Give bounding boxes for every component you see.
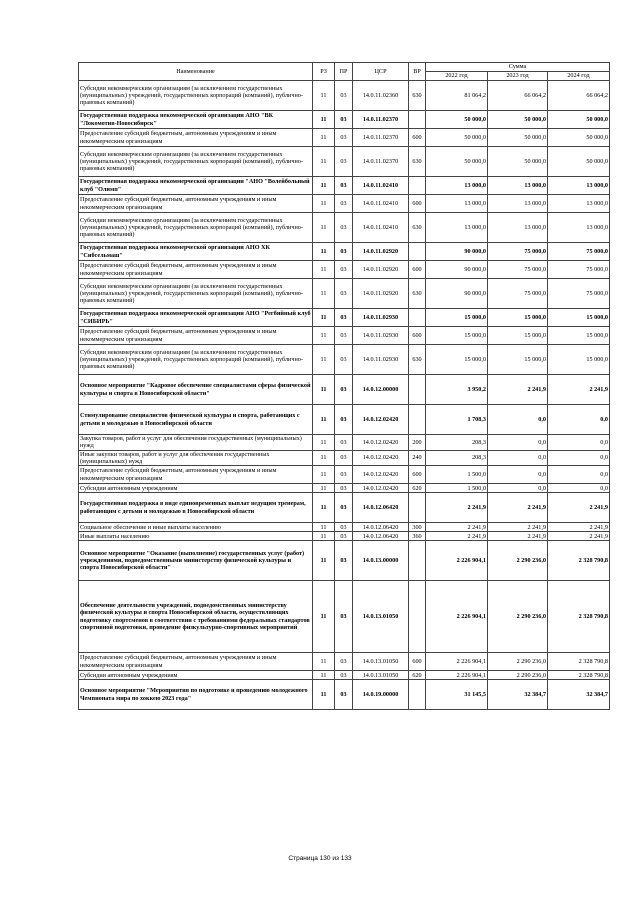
cell-name: Субсидии некоммерческим организациям (за исключением государственных (муниципальных) учреждений, государственных корпораций (компаний), публично-правовых компаний) <box>79 147 313 177</box>
table-row <box>79 532 610 541</box>
cell-2024: 2 241,9 <box>548 523 610 532</box>
cell-vr: 620 <box>409 484 426 493</box>
cell-2022: 2 226 904,1 <box>426 541 488 581</box>
cell-2023: 15 000,0 <box>488 345 548 375</box>
cell-2022: 50 000,0 <box>426 111 488 129</box>
cell-2022: 1 500,0 <box>426 466 488 484</box>
cell-2022: 2 226 904,1 <box>426 671 488 680</box>
cell-vr: 300 <box>409 523 426 532</box>
cell-vr: 240 <box>409 450 426 466</box>
cell-pr: 03 <box>335 177 353 195</box>
cell-csr: 14.0.12.02420 <box>353 450 409 466</box>
cell-vr: 360 <box>409 532 426 541</box>
cell-vr: 600 <box>409 195 426 213</box>
cell-pr: 03 <box>335 147 353 177</box>
cell-csr: 14.0.12.06420 <box>353 523 409 532</box>
cell-csr: 14.0.13.01050 <box>353 671 409 680</box>
cell-2024: 75 000,0 <box>548 279 610 309</box>
cell-rz: 11 <box>313 147 335 177</box>
cell-name: Основное мероприятие "Оказание (выполнение) государственных услуг (работ) учреждениями, подведомственными министерству физической культуры и спорта Новосибирской области" <box>79 541 313 581</box>
cell-2022: 15 000,0 <box>426 327 488 345</box>
cell-csr: 14.0.13.00000 <box>353 541 409 581</box>
table-row <box>79 309 610 327</box>
cell-2023: 2 241,9 <box>488 493 548 523</box>
cell-csr: 14.0.19.00000 <box>353 680 409 710</box>
cell-2023: 0,0 <box>488 435 548 451</box>
cell-name: Стимулирование специалистов физической культуры и спорта, работающих с детьми и молодежью в Новосибирской области <box>79 405 313 435</box>
table-row <box>79 129 610 147</box>
cell-csr: 14.0.11.02360 <box>353 81 409 111</box>
cell-2023: 66 064,2 <box>488 81 548 111</box>
cell-2022: 15 000,0 <box>426 309 488 327</box>
cell-2024: 50 000,0 <box>548 111 610 129</box>
cell-rz: 11 <box>313 309 335 327</box>
table-row <box>79 581 610 653</box>
cell-csr: 14.0.13.01050 <box>353 653 409 671</box>
cell-rz: 11 <box>313 129 335 147</box>
cell-2024: 2 328 790,8 <box>548 581 610 653</box>
cell-2023: 13 000,0 <box>488 195 548 213</box>
cell-pr: 03 <box>335 653 353 671</box>
cell-2022: 1 500,0 <box>426 484 488 493</box>
cell-name: Предоставление субсидий бюджетным, автономным учреждениям и иным некоммерческим организациям <box>79 327 313 345</box>
cell-2024: 13 000,0 <box>548 195 610 213</box>
cell-csr: 14.0.12.02420 <box>353 484 409 493</box>
cell-name: Субсидии автономным учреждениям <box>79 671 313 680</box>
table-row <box>79 177 610 195</box>
table-row <box>79 653 610 671</box>
cell-pr: 03 <box>335 671 353 680</box>
cell-vr: 600 <box>409 261 426 279</box>
cell-2022: 208,3 <box>426 435 488 451</box>
cell-pr: 03 <box>335 195 353 213</box>
cell-rz: 11 <box>313 435 335 451</box>
table-row <box>79 375 610 405</box>
cell-csr: 14.0.11.02930 <box>353 309 409 327</box>
cell-vr <box>409 375 426 405</box>
cell-vr: 630 <box>409 279 426 309</box>
table-header-row <box>79 63 610 72</box>
cell-vr <box>409 405 426 435</box>
cell-name: Закупка товаров, работ и услуг для обеспечения государственных (муниципальных) нужд <box>79 435 313 451</box>
header-year-2023: 2023 год <box>488 72 548 81</box>
cell-2022: 31 145,5 <box>426 680 488 710</box>
cell-2023: 75 000,0 <box>488 261 548 279</box>
cell-name: Предоставление субсидий бюджетным, автономным учреждениям и иным некоммерческим организациям <box>79 261 313 279</box>
cell-rz: 11 <box>313 405 335 435</box>
cell-rz: 11 <box>313 484 335 493</box>
table-row <box>79 327 610 345</box>
cell-pr: 03 <box>335 279 353 309</box>
header-year-2024: 2024 год <box>548 72 610 81</box>
cell-csr: 14.0.11.02370 <box>353 111 409 129</box>
cell-pr: 03 <box>335 327 353 345</box>
cell-rz: 11 <box>313 243 335 261</box>
cell-name: Иные выплаты населению <box>79 532 313 541</box>
cell-vr <box>409 541 426 581</box>
cell-pr: 03 <box>335 450 353 466</box>
cell-csr: 14.0.11.02410 <box>353 195 409 213</box>
cell-2022: 208,3 <box>426 450 488 466</box>
cell-rz: 11 <box>313 653 335 671</box>
cell-2022: 81 064,2 <box>426 81 488 111</box>
cell-csr: 14.0.12.06420 <box>353 532 409 541</box>
cell-vr: 630 <box>409 81 426 111</box>
cell-2022: 50 000,0 <box>426 129 488 147</box>
cell-2022: 13 000,0 <box>426 213 488 243</box>
cell-pr: 03 <box>335 435 353 451</box>
page-footer: Страница 130 из 133 <box>288 855 352 862</box>
cell-vr <box>409 493 426 523</box>
cell-csr: 14.0.11.02920 <box>353 243 409 261</box>
table-row <box>79 147 610 177</box>
cell-2024: 0,0 <box>548 466 610 484</box>
cell-csr: 14.0.12.02420 <box>353 466 409 484</box>
cell-pr: 03 <box>335 405 353 435</box>
cell-csr: 14.0.11.02930 <box>353 345 409 375</box>
cell-2023: 2 290 236,0 <box>488 541 548 581</box>
cell-pr: 03 <box>335 484 353 493</box>
table-row <box>79 81 610 111</box>
cell-rz: 11 <box>313 450 335 466</box>
cell-rz: 11 <box>313 541 335 581</box>
cell-pr: 03 <box>335 493 353 523</box>
cell-2024: 75 000,0 <box>548 243 610 261</box>
cell-csr: 14.0.11.02370 <box>353 129 409 147</box>
cell-2024: 50 000,0 <box>548 147 610 177</box>
header-year-2022: 2022 год <box>426 72 488 81</box>
table-row <box>79 493 610 523</box>
cell-2022: 2 241,9 <box>426 493 488 523</box>
cell-vr: 630 <box>409 345 426 375</box>
table-row <box>79 261 610 279</box>
cell-2022: 3 950,2 <box>426 375 488 405</box>
cell-2024: 32 384,7 <box>548 680 610 710</box>
cell-2024: 50 000,0 <box>548 129 610 147</box>
cell-2024: 2 241,9 <box>548 375 610 405</box>
cell-pr: 03 <box>335 261 353 279</box>
cell-2024: 0,0 <box>548 484 610 493</box>
cell-rz: 11 <box>313 327 335 345</box>
cell-rz: 11 <box>313 581 335 653</box>
cell-2022: 2 241,9 <box>426 532 488 541</box>
cell-pr: 03 <box>335 466 353 484</box>
cell-name: Субсидии некоммерческим организациям (за исключением государственных (муниципальных) учреждений, государственных корпораций (компаний), публично-правовых компаний) <box>79 81 313 111</box>
cell-2022: 2 226 904,1 <box>426 653 488 671</box>
cell-rz: 11 <box>313 375 335 405</box>
table-row <box>79 671 610 680</box>
cell-pr: 03 <box>335 243 353 261</box>
header-name: Наименование <box>79 63 313 81</box>
cell-2022: 13 000,0 <box>426 177 488 195</box>
cell-2023: 0,0 <box>488 450 548 466</box>
table-row <box>79 345 610 375</box>
cell-rz: 11 <box>313 81 335 111</box>
cell-2024: 0,0 <box>548 450 610 466</box>
cell-pr: 03 <box>335 680 353 710</box>
cell-name: Субсидии некоммерческим организациям (за исключением государственных (муниципальных) учреждений, государственных корпораций (компаний), публично-правовых компаний) <box>79 213 313 243</box>
cell-rz: 11 <box>313 493 335 523</box>
cell-name: Социальное обеспечение и иные выплаты населению <box>79 523 313 532</box>
cell-rz: 11 <box>313 111 335 129</box>
cell-vr: 630 <box>409 147 426 177</box>
header-rz: РЗ <box>313 63 335 81</box>
table-row <box>79 680 610 710</box>
table-row <box>79 279 610 309</box>
cell-2023: 2 290 236,0 <box>488 671 548 680</box>
cell-vr <box>409 581 426 653</box>
cell-name: Государственная поддержка некоммерческой организации АНО "ВК "Локомотив-Новосибирск" <box>79 111 313 129</box>
cell-2022: 90 000,0 <box>426 279 488 309</box>
cell-csr: 14.0.11.02920 <box>353 279 409 309</box>
cell-vr: 620 <box>409 671 426 680</box>
header-sum: Сумма <box>426 63 610 72</box>
cell-2022: 2 226 904,1 <box>426 581 488 653</box>
table-row <box>79 405 610 435</box>
cell-2023: 50 000,0 <box>488 129 548 147</box>
cell-2022: 90 000,0 <box>426 261 488 279</box>
cell-csr: 14.0.11.02410 <box>353 177 409 195</box>
cell-2024: 2 328 790,8 <box>548 671 610 680</box>
cell-csr: 14.0.11.02410 <box>353 213 409 243</box>
cell-pr: 03 <box>335 309 353 327</box>
header-pr: ПР <box>335 63 353 81</box>
budget-table-sheet <box>78 62 609 710</box>
cell-pr: 03 <box>335 111 353 129</box>
cell-2023: 32 384,7 <box>488 680 548 710</box>
cell-name: Основное мероприятие "Мероприятия по подготовке и проведению молодежного Чемпионата мира по хоккею 2023 года" <box>79 680 313 710</box>
cell-pr: 03 <box>335 541 353 581</box>
cell-2022: 13 000,0 <box>426 195 488 213</box>
cell-name: Иные закупки товаров, работ и услуг для обеспечения государственных (муниципальных) нужд <box>79 450 313 466</box>
cell-pr: 03 <box>335 581 353 653</box>
cell-2022: 50 000,0 <box>426 147 488 177</box>
cell-vr: 600 <box>409 327 426 345</box>
cell-vr <box>409 680 426 710</box>
cell-vr <box>409 243 426 261</box>
cell-vr: 600 <box>409 466 426 484</box>
cell-rz: 11 <box>313 261 335 279</box>
table-row <box>79 484 610 493</box>
header-csr: ЦСР <box>353 63 409 81</box>
cell-2023: 2 241,9 <box>488 532 548 541</box>
cell-csr: 14.0.13.01050 <box>353 581 409 653</box>
cell-name: Предоставление субсидий бюджетным, автономным учреждениям и иным некоммерческим организациям <box>79 129 313 147</box>
cell-csr: 14.0.12.02420 <box>353 435 409 451</box>
table-row <box>79 243 610 261</box>
cell-name: Государственная поддержка некоммерческой организации АНО ХК "Сибсельмаш" <box>79 243 313 261</box>
cell-rz: 11 <box>313 279 335 309</box>
table-row <box>79 466 610 484</box>
cell-2023: 13 000,0 <box>488 213 548 243</box>
cell-rz: 11 <box>313 671 335 680</box>
cell-2023: 15 000,0 <box>488 309 548 327</box>
cell-rz: 11 <box>313 345 335 375</box>
cell-2024: 2 328 790,8 <box>548 541 610 581</box>
cell-name: Субсидии некоммерческим организациям (за исключением государственных (муниципальных) учреждений, государственных корпораций (компаний), публично-правовых компаний) <box>79 345 313 375</box>
cell-2024: 0,0 <box>548 435 610 451</box>
budget-table <box>78 62 610 710</box>
table-row <box>79 111 610 129</box>
cell-2022: 2 241,9 <box>426 523 488 532</box>
cell-2023: 2 241,9 <box>488 523 548 532</box>
cell-2022: 90 000,0 <box>426 243 488 261</box>
header-vr: ВР <box>409 63 426 81</box>
cell-2023: 13 000,0 <box>488 177 548 195</box>
cell-vr: 600 <box>409 129 426 147</box>
cell-2022: 15 000,0 <box>426 345 488 375</box>
cell-name: Государственная поддержка в виде единовременных выплат ведущим тренерам, работающим с детьми и молодежью в Новосибирской области <box>79 493 313 523</box>
cell-2023: 0,0 <box>488 466 548 484</box>
table-row <box>79 435 610 451</box>
cell-pr: 03 <box>335 523 353 532</box>
cell-csr: 14.0.12.02420 <box>353 405 409 435</box>
cell-pr: 03 <box>335 129 353 147</box>
cell-rz: 11 <box>313 213 335 243</box>
cell-2023: 75 000,0 <box>488 279 548 309</box>
cell-2024: 13 000,0 <box>548 213 610 243</box>
table-row <box>79 523 610 532</box>
cell-rz: 11 <box>313 532 335 541</box>
cell-2024: 2 241,9 <box>548 532 610 541</box>
table-row <box>79 195 610 213</box>
cell-pr: 03 <box>335 345 353 375</box>
cell-2023: 50 000,0 <box>488 147 548 177</box>
cell-2024: 2 328 790,8 <box>548 653 610 671</box>
cell-2023: 15 000,0 <box>488 327 548 345</box>
cell-vr <box>409 309 426 327</box>
cell-2024: 66 064,2 <box>548 81 610 111</box>
cell-vr: 200 <box>409 435 426 451</box>
cell-2024: 15 000,0 <box>548 345 610 375</box>
cell-name: Субсидии некоммерческим организациям (за исключением государственных (муниципальных) учреждений, государственных корпораций (компаний), публично-правовых компаний) <box>79 279 313 309</box>
cell-name: Обеспечение деятельности учреждений, подведомственных министерству физической культуры и спорта Новосибирской области, осуществляющих подготовку спортсменов в соответствии с требованиями федеральных стандартов спортивной подготовки, проведение физкультурно-спортивных мероприятий <box>79 581 313 653</box>
cell-pr: 03 <box>335 375 353 405</box>
table-row <box>79 541 610 581</box>
cell-name: Субсидии автономным учреждениям <box>79 484 313 493</box>
cell-name: Государственная поддержка некоммерческой организации АНО "Регбийный клуб "СИБИРЬ" <box>80 310 311 325</box>
cell-name: Основное мероприятие "Кадровое обеспечение специалистами сферы физической культуры и спорта в Новосибирской области" <box>79 375 313 405</box>
table-body <box>79 81 610 710</box>
cell-rz: 11 <box>313 523 335 532</box>
cell-rz: 11 <box>313 466 335 484</box>
cell-rz: 11 <box>313 177 335 195</box>
cell-rz: 11 <box>313 195 335 213</box>
cell-csr: 14.0.11.02370 <box>353 147 409 177</box>
cell-csr: 14.0.11.02920 <box>353 261 409 279</box>
cell-2023: 75 000,0 <box>488 243 548 261</box>
cell-2024: 15 000,0 <box>548 309 610 327</box>
cell-2024: 13 000,0 <box>548 177 610 195</box>
cell-2023: 0,0 <box>488 405 548 435</box>
cell-name: Предоставление субсидий бюджетным, автономным учреждениям и иным некоммерческим организациям <box>79 653 313 671</box>
cell-csr: 14.0.12.00000 <box>353 375 409 405</box>
cell-pr: 03 <box>335 532 353 541</box>
cell-name: Государственная поддержка некоммерческой организации "АНО "Волейбольный клуб "Олимп" <box>79 177 313 195</box>
cell-2024: 2 241,9 <box>548 493 610 523</box>
cell-2024: 75 000,0 <box>548 261 610 279</box>
cell-2023: 2 290 236,0 <box>488 581 548 653</box>
cell-2023: 2 290 236,0 <box>488 653 548 671</box>
cell-vr <box>409 177 426 195</box>
cell-2024: 0,0 <box>548 405 610 435</box>
cell-2023: 50 000,0 <box>488 111 548 129</box>
cell-2023: 0,0 <box>488 484 548 493</box>
cell-csr: 14.0.12.06420 <box>353 493 409 523</box>
cell-name: Предоставление субсидий бюджетным, автономным учреждениям и иным некоммерческим организациям <box>79 195 313 213</box>
cell-2023: 2 241,9 <box>488 375 548 405</box>
table-row <box>79 450 610 466</box>
cell-pr: 03 <box>335 81 353 111</box>
table-row <box>79 213 610 243</box>
cell-vr <box>409 111 426 129</box>
cell-2024: 15 000,0 <box>548 327 610 345</box>
cell-pr: 03 <box>335 213 353 243</box>
cell-vr: 630 <box>409 213 426 243</box>
cell-name: Предоставление субсидий бюджетным, автономным учреждениям и иным некоммерческим организациям <box>79 466 313 484</box>
cell-vr: 600 <box>409 653 426 671</box>
cell-csr: 14.0.11.02930 <box>353 327 409 345</box>
cell-2022: 1 708,3 <box>426 405 488 435</box>
cell-rz: 11 <box>313 680 335 710</box>
